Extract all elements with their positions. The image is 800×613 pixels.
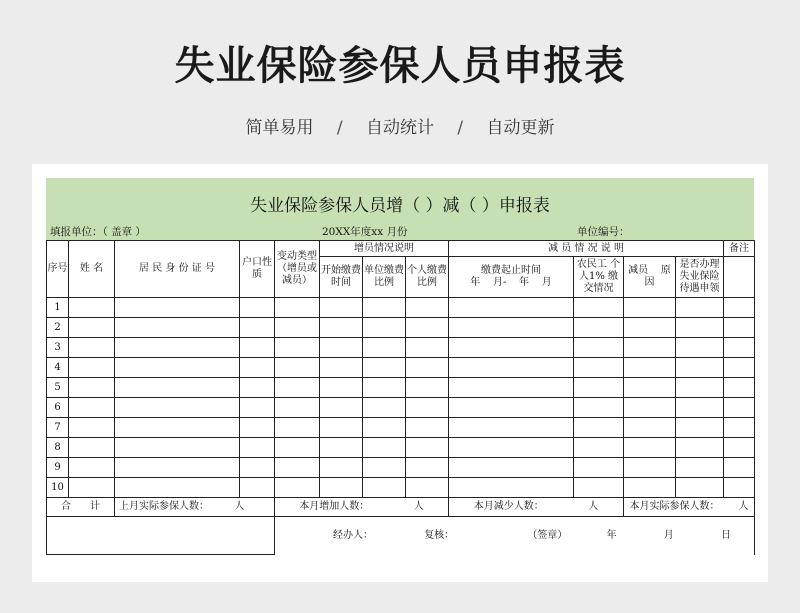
- table-cell[interactable]: [724, 398, 755, 418]
- table-cell[interactable]: [69, 418, 115, 438]
- table-cell[interactable]: [115, 318, 240, 338]
- table-cell[interactable]: [115, 438, 240, 458]
- table-cell[interactable]: [275, 398, 320, 418]
- table-cell[interactable]: [240, 358, 275, 378]
- header-name: 姓 名: [69, 241, 115, 298]
- table-cell[interactable]: [363, 478, 406, 498]
- table-cell[interactable]: [676, 418, 724, 438]
- table-cell[interactable]: [320, 418, 363, 438]
- table-cell[interactable]: [363, 318, 406, 338]
- header-remark: 备注: [724, 241, 755, 257]
- table-cell[interactable]: [624, 438, 676, 458]
- table-cell[interactable]: [449, 318, 574, 338]
- table-cell[interactable]: [275, 438, 320, 458]
- summary-last-month: 上月实际参保人数： 人: [115, 498, 275, 517]
- table-row: [47, 478, 755, 498]
- table-cell[interactable]: [574, 318, 624, 338]
- table-cell[interactable]: [320, 458, 363, 478]
- header-hukou: 户口性质: [240, 241, 275, 298]
- table-cell[interactable]: [624, 478, 676, 498]
- table-cell[interactable]: [320, 398, 363, 418]
- table-cell[interactable]: [69, 398, 115, 418]
- table-cell[interactable]: [406, 358, 449, 378]
- header-pay-period: [449, 257, 574, 298]
- table-cell[interactable]: [115, 378, 240, 398]
- table-cell[interactable]: [240, 458, 275, 478]
- declaration-table: [46, 240, 755, 555]
- table-cell[interactable]: [724, 358, 755, 378]
- table-cell[interactable]: [320, 378, 363, 398]
- header-seq: 序号: [47, 241, 69, 298]
- table-cell[interactable]: [406, 378, 449, 398]
- table-cell[interactable]: [724, 458, 755, 478]
- table-cell[interactable]: [69, 458, 115, 478]
- table-cell[interactable]: [574, 438, 624, 458]
- header-pay-period-range: 年 月- 年 月: [470, 277, 552, 288]
- footer-month: 月: [663, 529, 674, 541]
- tagline-separator: /: [457, 118, 464, 138]
- year-month: 20XX年度xx 月份: [322, 226, 408, 238]
- table-cell[interactable]: [363, 438, 406, 458]
- table-cell[interactable]: [406, 478, 449, 498]
- table-cell[interactable]: [363, 418, 406, 438]
- table-cell[interactable]: [115, 338, 240, 358]
- table-cell[interactable]: [320, 338, 363, 358]
- table-cell[interactable]: [240, 298, 275, 318]
- table-cell[interactable]: [449, 418, 574, 438]
- table-cell[interactable]: [624, 418, 676, 438]
- table-cell[interactable]: [449, 298, 574, 318]
- table-cell[interactable]: [275, 418, 320, 438]
- table-cell[interactable]: [406, 398, 449, 418]
- table-cell[interactable]: [69, 298, 115, 318]
- table-cell[interactable]: [724, 378, 755, 398]
- table-cell[interactable]: [275, 378, 320, 398]
- table-cell[interactable]: [320, 358, 363, 378]
- table-cell[interactable]: [449, 478, 574, 498]
- table-cell[interactable]: [240, 378, 275, 398]
- table-cell[interactable]: [275, 458, 320, 478]
- table-cell[interactable]: [275, 338, 320, 358]
- table-cell[interactable]: [69, 378, 115, 398]
- table-cell[interactable]: [320, 318, 363, 338]
- footer-blank: [47, 517, 275, 555]
- table-cell[interactable]: [574, 458, 624, 478]
- table-body: [47, 298, 755, 498]
- table-cell[interactable]: [574, 418, 624, 438]
- footer-operator: 经办人：: [333, 529, 373, 541]
- footer-reviewer: 复核：: [424, 529, 455, 541]
- table-cell[interactable]: [676, 458, 724, 478]
- row-number-cell: 10: [47, 478, 69, 498]
- table-cell[interactable]: [624, 318, 676, 338]
- table-row: [47, 338, 755, 358]
- table-cell[interactable]: [724, 318, 755, 338]
- tagline-item-stats: 自动统计: [366, 118, 434, 138]
- table-cell[interactable]: [115, 358, 240, 378]
- table-cell[interactable]: [624, 358, 676, 378]
- table-cell[interactable]: [574, 478, 624, 498]
- header-start-time: 开始缴费时间: [320, 257, 363, 298]
- table-cell[interactable]: [624, 398, 676, 418]
- footer-year: 年: [606, 529, 617, 541]
- table-cell[interactable]: [676, 298, 724, 318]
- row-number-cell: 4: [47, 358, 69, 378]
- table-cell[interactable]: [724, 478, 755, 498]
- header-farmer: 农民工 个人1% 缴交情况: [574, 257, 624, 298]
- table-cell[interactable]: [724, 418, 755, 438]
- table-cell[interactable]: [449, 398, 574, 418]
- table-cell[interactable]: [574, 338, 624, 358]
- table-cell[interactable]: [574, 358, 624, 378]
- table-cell[interactable]: [275, 478, 320, 498]
- table-cell[interactable]: [406, 318, 449, 338]
- table-cell[interactable]: [676, 378, 724, 398]
- row-number-cell: 7: [47, 418, 69, 438]
- table-cell[interactable]: [724, 298, 755, 318]
- declaration-form: [46, 178, 754, 582]
- table-cell[interactable]: [449, 378, 574, 398]
- header-id: 居 民 身 份 证 号: [115, 241, 240, 298]
- table-cell[interactable]: [724, 438, 755, 458]
- table-cell[interactable]: [115, 418, 240, 438]
- table-cell[interactable]: [320, 438, 363, 458]
- table-cell[interactable]: [724, 338, 755, 358]
- table-cell[interactable]: [240, 438, 275, 458]
- tagline-item-update: 自动更新: [486, 118, 555, 138]
- header-reason: 减员 原因: [624, 257, 676, 298]
- table-cell[interactable]: [240, 478, 275, 498]
- summary-total: 合 计: [47, 498, 115, 517]
- table-cell[interactable]: [275, 298, 320, 318]
- header-decrease-group: 减 员 情 况 说 明: [449, 241, 724, 257]
- row-number-cell: 9: [47, 458, 69, 478]
- footer-seal: （签章）: [527, 529, 568, 541]
- header-change-type: 变动类型（增员或减员）: [275, 241, 320, 298]
- table-cell[interactable]: [363, 378, 406, 398]
- filing-unit: 填报单位：（ 盖章 ）: [50, 226, 146, 238]
- footer-day: 日: [720, 529, 731, 541]
- table-cell[interactable]: [449, 358, 574, 378]
- table-cell[interactable]: [574, 398, 624, 418]
- table-cell[interactable]: [676, 338, 724, 358]
- table-cell[interactable]: [115, 478, 240, 498]
- tagline-separator: /: [336, 118, 343, 138]
- table-cell[interactable]: [115, 298, 240, 318]
- table-cell[interactable]: [406, 338, 449, 358]
- header-unit-ratio: 单位缴费比例: [363, 257, 406, 298]
- table-row: [47, 358, 755, 378]
- table-cell[interactable]: [240, 398, 275, 418]
- table-cell[interactable]: [406, 458, 449, 478]
- table-cell[interactable]: [406, 298, 449, 318]
- table-cell[interactable]: [240, 318, 275, 338]
- table-cell[interactable]: [624, 298, 676, 318]
- row-number-cell: 6: [47, 398, 69, 418]
- table-cell[interactable]: [574, 298, 624, 318]
- row-number-cell: 1: [47, 298, 69, 318]
- header-remark-blank: [724, 257, 755, 298]
- header-pay-period-title: 缴费起止时间: [481, 265, 542, 276]
- table-row: [47, 458, 755, 478]
- table-cell[interactable]: [676, 398, 724, 418]
- table-cell[interactable]: [240, 338, 275, 358]
- table-cell[interactable]: [676, 318, 724, 338]
- table-cell[interactable]: [406, 438, 449, 458]
- table-cell[interactable]: [363, 398, 406, 418]
- table-cell[interactable]: [320, 298, 363, 318]
- table-cell[interactable]: [115, 398, 240, 418]
- table-row: [47, 298, 755, 318]
- table-cell[interactable]: [320, 478, 363, 498]
- summary-current: 本月实际参保人数： 人: [624, 498, 755, 517]
- table-cell[interactable]: [115, 458, 240, 478]
- table-cell[interactable]: [449, 338, 574, 358]
- table-cell[interactable]: [69, 438, 115, 458]
- summary-decrease: 本月减少人数： 人: [449, 498, 624, 517]
- table-cell[interactable]: [69, 358, 115, 378]
- header-personal-ratio: 个人缴费比例: [406, 257, 449, 298]
- table-row: [47, 378, 755, 398]
- table-cell[interactable]: [275, 318, 320, 338]
- table-cell[interactable]: [69, 478, 115, 498]
- header-benefit: 是否办理失业保险待遇申领: [676, 257, 724, 298]
- table-cell[interactable]: [449, 438, 574, 458]
- footer-signatures: [275, 517, 755, 555]
- table-cell[interactable]: [676, 358, 724, 378]
- table-cell[interactable]: [676, 478, 724, 498]
- table-cell[interactable]: [240, 418, 275, 438]
- form-title: 失业保险参保人员增（ ）减（ ）申报表: [46, 178, 754, 224]
- table-cell[interactable]: [275, 358, 320, 378]
- summary-increase: 本月增加人数： 人: [275, 498, 449, 517]
- table-cell[interactable]: [363, 338, 406, 358]
- table-cell[interactable]: [406, 418, 449, 438]
- table-row: [47, 398, 755, 418]
- table-cell[interactable]: [363, 358, 406, 378]
- table-cell[interactable]: [624, 378, 676, 398]
- table-cell[interactable]: [624, 458, 676, 478]
- table-cell[interactable]: [69, 318, 115, 338]
- unit-code: 单位编号：: [577, 226, 630, 238]
- spreadsheet-preview: [32, 164, 768, 582]
- table-row: [47, 438, 755, 458]
- tagline: [0, 113, 800, 138]
- table-cell[interactable]: [624, 338, 676, 358]
- tagline-item-easy: 简单易用: [245, 118, 314, 138]
- table-row: [47, 318, 755, 338]
- row-number-cell: 2: [47, 318, 69, 338]
- row-number-cell: 3: [47, 338, 69, 358]
- table-cell[interactable]: [363, 458, 406, 478]
- page-title: 失业保险参保人员申报表: [174, 43, 626, 89]
- row-number-cell: 5: [47, 378, 69, 398]
- table-cell[interactable]: [69, 338, 115, 358]
- header-increase-group: 增员情况说明: [320, 241, 449, 257]
- table-cell[interactable]: [449, 458, 574, 478]
- row-number-cell: 8: [47, 438, 69, 458]
- table-cell[interactable]: [676, 438, 724, 458]
- table-cell[interactable]: [574, 378, 624, 398]
- table-row: [47, 418, 755, 438]
- table-cell[interactable]: [363, 298, 406, 318]
